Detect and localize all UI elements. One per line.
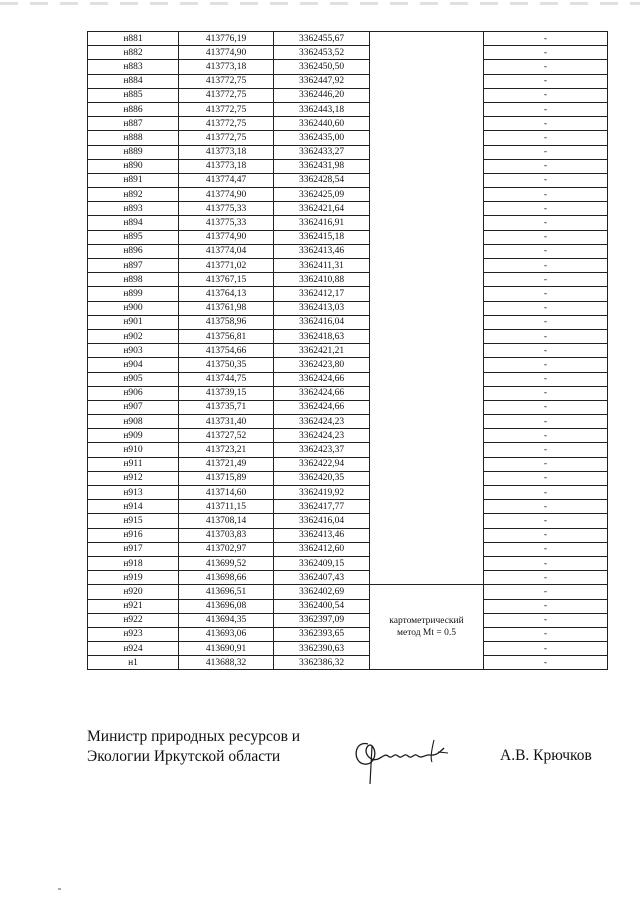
coordinate-x-cell: 413690,91 bbox=[179, 642, 274, 656]
point-id-cell: н887 bbox=[88, 117, 179, 131]
method-cell bbox=[370, 585, 484, 670]
coordinate-x-cell: 413694,35 bbox=[179, 613, 274, 627]
table-row bbox=[88, 244, 608, 258]
table-row bbox=[88, 202, 608, 216]
coordinate-y-cell: 3362407,43 bbox=[274, 571, 370, 585]
coordinate-y-cell: 3362413,46 bbox=[274, 528, 370, 542]
point-id-cell: н881 bbox=[88, 32, 179, 46]
point-id-cell: н909 bbox=[88, 429, 179, 443]
coordinate-x-cell: 413731,40 bbox=[179, 415, 274, 429]
coordinate-x-cell: 413761,98 bbox=[179, 301, 274, 315]
coordinate-x-cell: 413774,90 bbox=[179, 46, 274, 60]
method-accuracy: метод Mt = 0.5 bbox=[396, 628, 456, 639]
table-row bbox=[88, 642, 608, 656]
coordinate-y-cell: 3362386,32 bbox=[274, 656, 370, 670]
signatory-position bbox=[87, 727, 300, 767]
point-id-cell: н896 bbox=[88, 244, 179, 258]
coordinate-x-cell: 413775,33 bbox=[179, 216, 274, 230]
point-id-cell: н884 bbox=[88, 74, 179, 88]
coordinate-y-cell: 3362417,77 bbox=[274, 500, 370, 514]
coordinate-y-cell: 3362447,92 bbox=[274, 74, 370, 88]
coordinate-y-cell: 3362424,66 bbox=[274, 372, 370, 386]
coordinate-y-cell: 3362455,67 bbox=[274, 32, 370, 46]
table-row bbox=[88, 415, 608, 429]
note-cell: - bbox=[484, 486, 608, 500]
point-id-cell: н901 bbox=[88, 315, 179, 329]
note-cell: - bbox=[484, 599, 608, 613]
point-id-cell: н904 bbox=[88, 358, 179, 372]
point-id-cell: н911 bbox=[88, 457, 179, 471]
table-row bbox=[88, 145, 608, 159]
note-cell: - bbox=[484, 500, 608, 514]
table-row bbox=[88, 372, 608, 386]
note-cell: - bbox=[484, 344, 608, 358]
coordinate-y-cell: 3362402,69 bbox=[274, 585, 370, 599]
coordinate-x-cell: 413750,35 bbox=[179, 358, 274, 372]
table-row bbox=[88, 117, 608, 131]
note-cell: - bbox=[484, 329, 608, 343]
note-cell: - bbox=[484, 627, 608, 641]
coordinate-y-cell: 3362424,23 bbox=[274, 415, 370, 429]
note-cell: - bbox=[484, 471, 608, 485]
point-id-cell: н917 bbox=[88, 542, 179, 556]
coordinate-x-cell: 413739,15 bbox=[179, 386, 274, 400]
coordinate-y-cell: 3362450,50 bbox=[274, 60, 370, 74]
coordinate-y-cell: 3362425,09 bbox=[274, 188, 370, 202]
coordinate-x-cell: 413767,15 bbox=[179, 273, 274, 287]
coordinate-y-cell: 3362416,04 bbox=[274, 315, 370, 329]
note-cell: - bbox=[484, 188, 608, 202]
coordinate-y-cell: 3362431,98 bbox=[274, 159, 370, 173]
table-row bbox=[88, 315, 608, 329]
table-row bbox=[88, 457, 608, 471]
table-row bbox=[88, 273, 608, 287]
point-id-cell: н891 bbox=[88, 173, 179, 187]
coordinate-x-cell: 413774,90 bbox=[179, 188, 274, 202]
note-cell: - bbox=[484, 642, 608, 656]
note-cell: - bbox=[484, 117, 608, 131]
table-row bbox=[88, 32, 608, 46]
scan-speck bbox=[58, 888, 61, 890]
point-id-cell: н894 bbox=[88, 216, 179, 230]
coordinate-x-cell: 413775,33 bbox=[179, 202, 274, 216]
point-id-cell: н912 bbox=[88, 471, 179, 485]
point-id-cell: н885 bbox=[88, 88, 179, 102]
method-label: картометрический bbox=[389, 616, 464, 627]
coordinate-y-cell: 3362393,65 bbox=[274, 627, 370, 641]
point-id-cell: н900 bbox=[88, 301, 179, 315]
note-cell: - bbox=[484, 457, 608, 471]
table-row bbox=[88, 486, 608, 500]
coordinates-table bbox=[87, 31, 608, 670]
point-id-cell: н883 bbox=[88, 60, 179, 74]
point-id-cell: н895 bbox=[88, 230, 179, 244]
coordinate-y-cell: 3362423,37 bbox=[274, 443, 370, 457]
note-cell: - bbox=[484, 259, 608, 273]
note-cell: - bbox=[484, 74, 608, 88]
coordinate-y-cell: 3362400,54 bbox=[274, 599, 370, 613]
table-row bbox=[88, 216, 608, 230]
coordinate-y-cell: 3362424,23 bbox=[274, 429, 370, 443]
note-cell: - bbox=[484, 585, 608, 599]
note-cell: - bbox=[484, 400, 608, 414]
coordinate-y-cell: 3362443,18 bbox=[274, 102, 370, 116]
table-row bbox=[88, 599, 608, 613]
note-cell: - bbox=[484, 102, 608, 116]
note-cell: - bbox=[484, 244, 608, 258]
note-cell: - bbox=[484, 528, 608, 542]
coordinate-x-cell: 413708,14 bbox=[179, 514, 274, 528]
coordinate-x-cell: 413696,51 bbox=[179, 585, 274, 599]
coordinate-y-cell: 3362420,35 bbox=[274, 471, 370, 485]
table-row bbox=[88, 656, 608, 670]
table-row bbox=[88, 88, 608, 102]
note-cell: - bbox=[484, 287, 608, 301]
table-row bbox=[88, 571, 608, 585]
note-cell: - bbox=[484, 613, 608, 627]
table-row bbox=[88, 556, 608, 570]
coordinate-x-cell: 413773,18 bbox=[179, 145, 274, 159]
coordinate-x-cell: 413688,32 bbox=[179, 656, 274, 670]
coordinate-x-cell: 413698,66 bbox=[179, 571, 274, 585]
coordinate-x-cell: 413773,18 bbox=[179, 159, 274, 173]
coordinate-y-cell: 3362413,03 bbox=[274, 301, 370, 315]
coordinate-x-cell: 413754,66 bbox=[179, 344, 274, 358]
coordinate-x-cell: 413721,49 bbox=[179, 457, 274, 471]
coordinate-x-cell: 413776,19 bbox=[179, 32, 274, 46]
coordinate-y-cell: 3362418,63 bbox=[274, 329, 370, 343]
note-cell: - bbox=[484, 571, 608, 585]
point-id-cell: н910 bbox=[88, 443, 179, 457]
coordinate-y-cell: 3362453,52 bbox=[274, 46, 370, 60]
note-cell: - bbox=[484, 372, 608, 386]
note-cell: - bbox=[484, 88, 608, 102]
note-cell: - bbox=[484, 542, 608, 556]
note-cell: - bbox=[484, 159, 608, 173]
note-cell: - bbox=[484, 358, 608, 372]
point-id-cell: н1 bbox=[88, 656, 179, 670]
coordinate-x-cell: 413702,97 bbox=[179, 542, 274, 556]
coordinate-y-cell: 3362411,31 bbox=[274, 259, 370, 273]
point-id-cell: н913 bbox=[88, 486, 179, 500]
table-row bbox=[88, 230, 608, 244]
coordinate-y-cell: 3362409,15 bbox=[274, 556, 370, 570]
point-id-cell: н920 bbox=[88, 585, 179, 599]
point-id-cell: н923 bbox=[88, 627, 179, 641]
point-id-cell: н921 bbox=[88, 599, 179, 613]
note-cell: - bbox=[484, 145, 608, 159]
coordinate-x-cell: 413727,52 bbox=[179, 429, 274, 443]
coordinate-x-cell: 413715,89 bbox=[179, 471, 274, 485]
note-cell: - bbox=[484, 32, 608, 46]
point-id-cell: н889 bbox=[88, 145, 179, 159]
coordinate-x-cell: 413773,18 bbox=[179, 60, 274, 74]
point-id-cell: н906 bbox=[88, 386, 179, 400]
point-id-cell: н882 bbox=[88, 46, 179, 60]
table-row bbox=[88, 131, 608, 145]
table-row bbox=[88, 542, 608, 556]
table-row bbox=[88, 102, 608, 116]
table-row bbox=[88, 60, 608, 74]
coordinate-y-cell: 3362416,91 bbox=[274, 216, 370, 230]
coordinate-y-cell: 3362421,21 bbox=[274, 344, 370, 358]
point-id-cell: н908 bbox=[88, 415, 179, 429]
table-row bbox=[88, 301, 608, 315]
point-id-cell: н905 bbox=[88, 372, 179, 386]
table-row bbox=[88, 471, 608, 485]
coordinate-x-cell: 413735,71 bbox=[179, 400, 274, 414]
position-line-1: Министр природных ресурсов и bbox=[87, 728, 301, 745]
point-id-cell: н893 bbox=[88, 202, 179, 216]
coordinate-y-cell: 3362424,66 bbox=[274, 400, 370, 414]
point-id-cell: н915 bbox=[88, 514, 179, 528]
coordinate-y-cell: 3362446,20 bbox=[274, 88, 370, 102]
note-cell: - bbox=[484, 386, 608, 400]
point-id-cell: н907 bbox=[88, 400, 179, 414]
note-cell: - bbox=[484, 216, 608, 230]
note-cell: - bbox=[484, 556, 608, 570]
table-row bbox=[88, 613, 608, 627]
coordinate-x-cell: 413756,81 bbox=[179, 329, 274, 343]
table-row bbox=[88, 46, 608, 60]
table-row bbox=[88, 500, 608, 514]
note-cell: - bbox=[484, 514, 608, 528]
table-row bbox=[88, 429, 608, 443]
coordinate-x-cell: 413703,83 bbox=[179, 528, 274, 542]
table-row bbox=[88, 344, 608, 358]
point-id-cell: н902 bbox=[88, 329, 179, 343]
point-id-cell: н892 bbox=[88, 188, 179, 202]
table-row bbox=[88, 627, 608, 641]
point-id-cell: н916 bbox=[88, 528, 179, 542]
coordinate-x-cell: 413772,75 bbox=[179, 102, 274, 116]
coordinate-x-cell: 413764,13 bbox=[179, 287, 274, 301]
point-id-cell: н903 bbox=[88, 344, 179, 358]
point-id-cell: н888 bbox=[88, 131, 179, 145]
note-cell: - bbox=[484, 301, 608, 315]
note-cell: - bbox=[484, 429, 608, 443]
note-cell: - bbox=[484, 443, 608, 457]
coordinate-x-cell: 413699,52 bbox=[179, 556, 274, 570]
note-cell: - bbox=[484, 60, 608, 74]
coordinate-y-cell: 3362428,54 bbox=[274, 173, 370, 187]
coordinate-x-cell: 413772,75 bbox=[179, 88, 274, 102]
note-cell: - bbox=[484, 131, 608, 145]
table-row bbox=[88, 400, 608, 414]
note-cell: - bbox=[484, 173, 608, 187]
table-row bbox=[88, 528, 608, 542]
coordinate-y-cell: 3362440,60 bbox=[274, 117, 370, 131]
handwritten-signature bbox=[348, 722, 458, 792]
point-id-cell: н897 bbox=[88, 259, 179, 273]
table-row bbox=[88, 74, 608, 88]
coordinate-y-cell: 3362416,04 bbox=[274, 514, 370, 528]
note-cell: - bbox=[484, 315, 608, 329]
point-id-cell: н919 bbox=[88, 571, 179, 585]
scan-top-edge bbox=[0, 2, 640, 5]
method-cell-empty bbox=[370, 32, 484, 585]
table-row bbox=[88, 159, 608, 173]
note-cell: - bbox=[484, 656, 608, 670]
coordinate-x-cell: 413771,02 bbox=[179, 259, 274, 273]
point-id-cell: н899 bbox=[88, 287, 179, 301]
coordinate-x-cell: 413774,90 bbox=[179, 230, 274, 244]
signatory-name: А.В. Крючков bbox=[500, 747, 592, 764]
coordinate-y-cell: 3362397,09 bbox=[274, 613, 370, 627]
table-row bbox=[88, 259, 608, 273]
coordinate-y-cell: 3362433,27 bbox=[274, 145, 370, 159]
coordinate-y-cell: 3362435,00 bbox=[274, 131, 370, 145]
point-id-cell: н922 bbox=[88, 613, 179, 627]
coordinate-y-cell: 3362390,63 bbox=[274, 642, 370, 656]
coordinate-x-cell: 413714,60 bbox=[179, 486, 274, 500]
coordinate-y-cell: 3362424,66 bbox=[274, 386, 370, 400]
table-row bbox=[88, 329, 608, 343]
coordinate-x-cell: 413774,04 bbox=[179, 244, 274, 258]
coordinate-x-cell: 413723,21 bbox=[179, 443, 274, 457]
coordinate-x-cell: 413744,75 bbox=[179, 372, 274, 386]
table-row bbox=[88, 514, 608, 528]
note-cell: - bbox=[484, 273, 608, 287]
note-cell: - bbox=[484, 202, 608, 216]
table-row bbox=[88, 443, 608, 457]
table-row bbox=[88, 173, 608, 187]
coordinate-y-cell: 3362421,64 bbox=[274, 202, 370, 216]
coordinate-y-cell: 3362422,94 bbox=[274, 457, 370, 471]
coordinate-x-cell: 413772,75 bbox=[179, 131, 274, 145]
point-id-cell: н890 bbox=[88, 159, 179, 173]
coordinates-table-body bbox=[88, 32, 608, 670]
coordinate-y-cell: 3362412,60 bbox=[274, 542, 370, 556]
point-id-cell: н886 bbox=[88, 102, 179, 116]
note-cell: - bbox=[484, 230, 608, 244]
coordinate-y-cell: 3362415,18 bbox=[274, 230, 370, 244]
table-row bbox=[88, 585, 608, 599]
coordinate-y-cell: 3362423,80 bbox=[274, 358, 370, 372]
point-id-cell: н898 bbox=[88, 273, 179, 287]
coordinate-y-cell: 3362410,88 bbox=[274, 273, 370, 287]
coordinate-x-cell: 413758,96 bbox=[179, 315, 274, 329]
coordinate-x-cell: 413693,06 bbox=[179, 627, 274, 641]
point-id-cell: н918 bbox=[88, 556, 179, 570]
coordinate-y-cell: 3362412,17 bbox=[274, 287, 370, 301]
position-line-2: Экологии Иркутской области bbox=[87, 748, 281, 765]
coordinate-y-cell: 3362413,46 bbox=[274, 244, 370, 258]
coordinate-x-cell: 413772,75 bbox=[179, 117, 274, 131]
point-id-cell: н914 bbox=[88, 500, 179, 514]
coordinate-y-cell: 3362419,92 bbox=[274, 486, 370, 500]
coordinate-x-cell: 413696,08 bbox=[179, 599, 274, 613]
coordinate-x-cell: 413711,15 bbox=[179, 500, 274, 514]
table-row bbox=[88, 287, 608, 301]
note-cell: - bbox=[484, 415, 608, 429]
note-cell: - bbox=[484, 46, 608, 60]
table-row bbox=[88, 386, 608, 400]
point-id-cell: н924 bbox=[88, 642, 179, 656]
table-row bbox=[88, 358, 608, 372]
coordinate-x-cell: 413772,75 bbox=[179, 74, 274, 88]
table-row bbox=[88, 188, 608, 202]
coordinate-x-cell: 413774,47 bbox=[179, 173, 274, 187]
